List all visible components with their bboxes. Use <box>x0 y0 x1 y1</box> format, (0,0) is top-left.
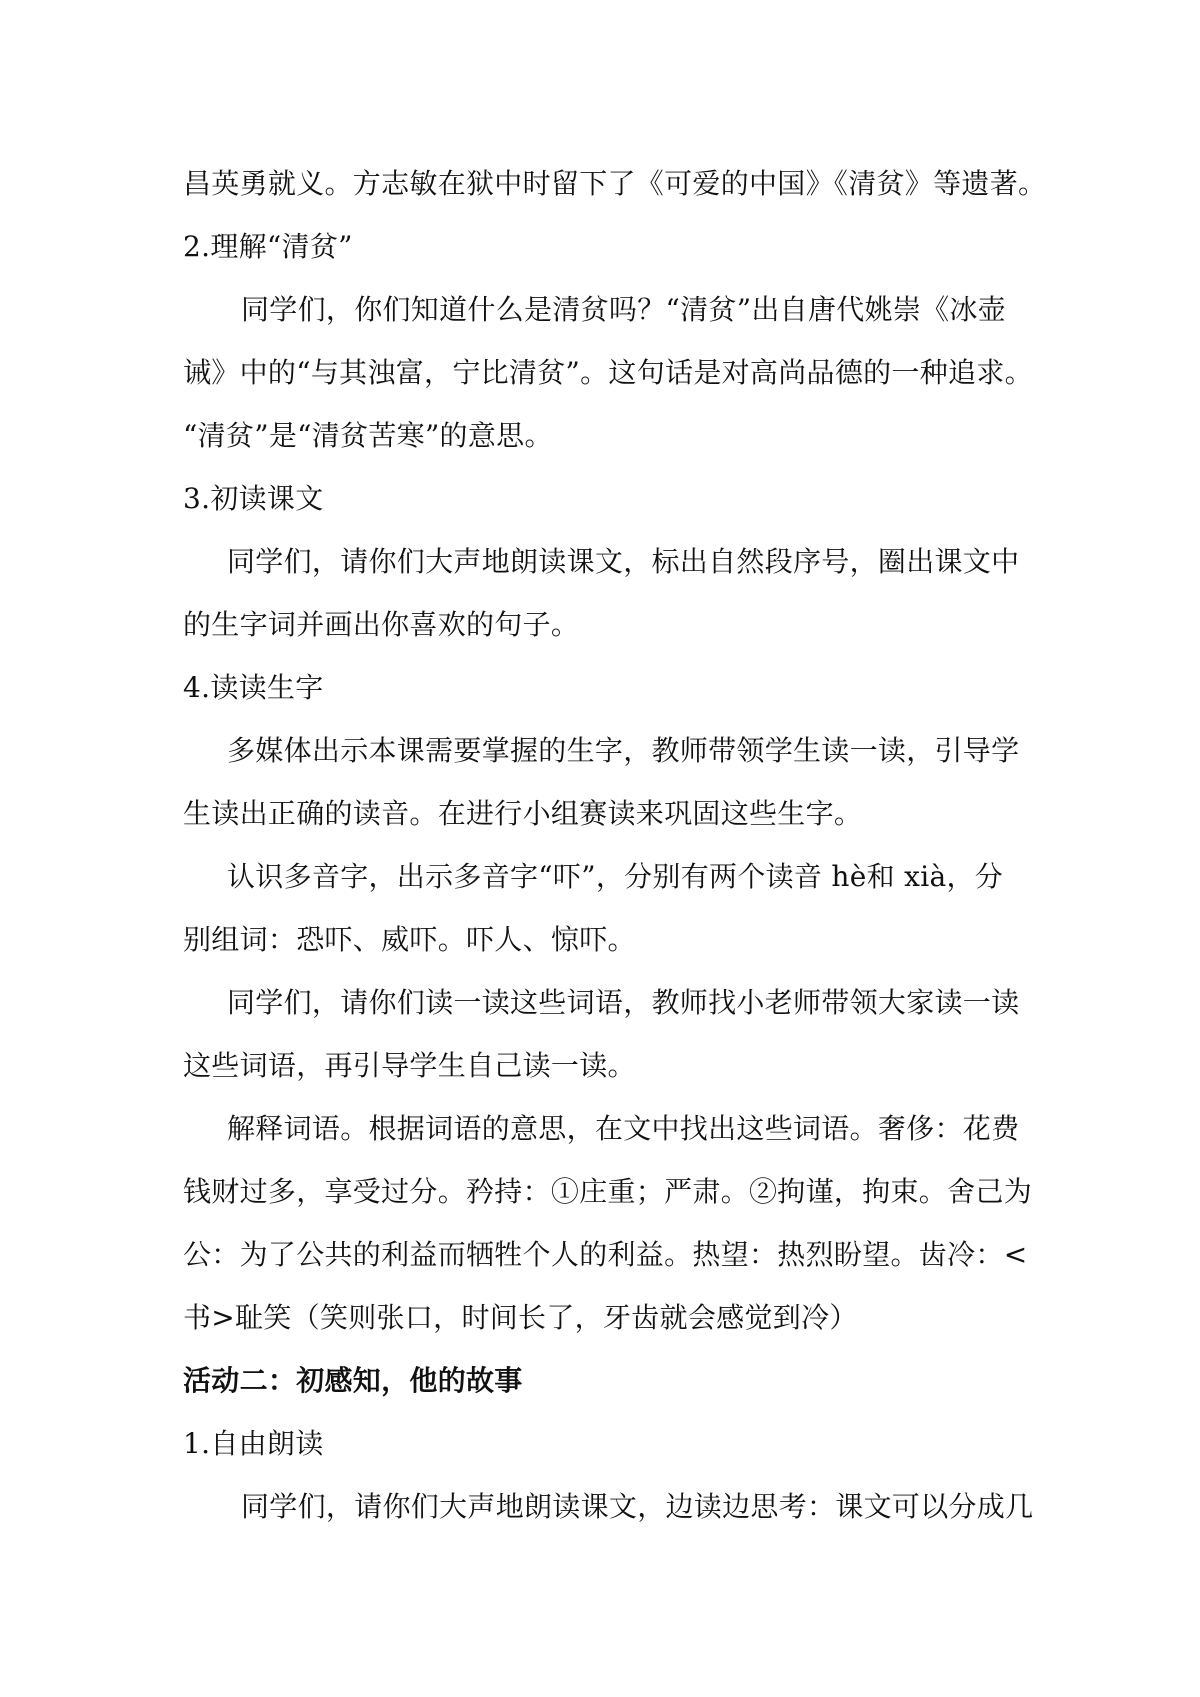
paragraph-line: 同学们，你们知道什么是清贫吗？“清贫”出自唐代姚崇《冰壶 <box>241 293 1007 326</box>
paragraph-line: 同学们，请你们大声地朗读课文，标出自然段序号，圈出课文中 <box>227 545 1020 578</box>
paragraph-line: 同学们，请你们读一读这些词语，教师找小老师带领大家读一读 <box>227 986 1020 1019</box>
paragraph-line: 诫》中的“与其浊富，宁比清贫”。这句话是对高尚品德的一种追求。 <box>183 356 1033 389</box>
paragraph-line: 解释词语。根据词语的意思，在文中找出这些词语。奢侈：花费 <box>227 1112 1020 1145</box>
paragraph-line: 昌英勇就义。方志敏在狱中时留下了《可爱的中国》《清贫》等遗著。 <box>183 167 1047 200</box>
paragraph-line: 的生字词并画出你喜欢的句子。 <box>183 608 580 641</box>
paragraph-line: 认识多音字，出示多音字“吓”，分别有两个读音 hè和 xià，分 <box>227 860 1004 893</box>
section-subheading: 1.自由朗读 <box>183 1427 324 1460</box>
paragraph-line: 钱财过多，享受过分。矜持：①庄重；严肃。②拘谨，拘束。舍己为 <box>183 1175 1033 1208</box>
paragraph-line: 别组词：恐吓、威吓。吓人、惊吓。 <box>183 923 636 956</box>
paragraph-line: 生读出正确的读音。在进行小组赛读来巩固这些生字。 <box>183 797 863 830</box>
paragraph-line: 同学们，请你们大声地朗读课文，边读边思考：课文可以分成几 <box>241 1490 1034 1523</box>
activity-heading: 活动二：初感知，他的故事 <box>183 1364 523 1397</box>
section-subheading: 4.读读生字 <box>183 671 324 704</box>
document-page <box>183 152 1047 1538</box>
section-subheading: 2.理解“清贫” <box>183 230 353 263</box>
paragraph-line: 这些词语，再引导学生自己读一读。 <box>183 1049 636 1082</box>
paragraph-line: 公：为了公共的利益而牺牲个人的利益。热望：热烈盼望。齿冷：< <box>183 1238 1028 1271</box>
paragraph-line: 书>耻笑（笑则张口，时间长了，牙齿就会感觉到冷） <box>183 1301 858 1334</box>
section-subheading: 3.初读课文 <box>183 482 324 515</box>
paragraph-line: 多媒体出示本课需要掌握的生字，教师带领学生读一读，引导学 <box>227 734 1020 767</box>
paragraph-line: “清贫”是“清贫苦寒”的意思。 <box>183 419 553 452</box>
